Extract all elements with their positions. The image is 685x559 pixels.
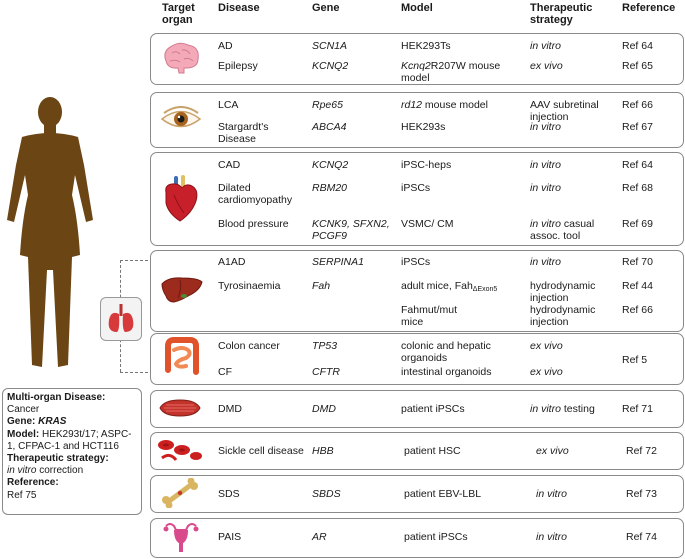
multi-organ-model-label: Model <box>7 428 36 440</box>
lung-organ-box <box>100 297 142 341</box>
strategy-pais: in vitro <box>536 531 567 543</box>
ref-cad: Ref 64 <box>622 159 653 171</box>
disease-dmd: DMD <box>218 403 242 415</box>
gene-kcnk9: KCNK9, SFXN2, PCGF9 <box>312 218 390 242</box>
model-text: R207W mouse model <box>401 60 501 84</box>
strategy-sickle-cell: ex vivo <box>536 445 569 457</box>
header-model: Model <box>401 2 433 14</box>
disease-cad: CAD <box>218 159 241 171</box>
disease-colon-cancer: Colon cancer <box>218 340 280 352</box>
model-italic: Kcnq2 <box>401 60 431 72</box>
gene-rpe65: Rpe65 <box>312 99 343 111</box>
model-patient-ipscs-pais: patient iPSCs <box>404 531 468 543</box>
model-patient-ebv-lbl: patient EBV-LBL <box>404 488 482 500</box>
model-subscript: ΔExon5 <box>472 286 498 293</box>
disease-pais: PAIS <box>218 531 242 543</box>
bone-icon <box>160 478 200 508</box>
model-text: mouse model <box>422 99 488 111</box>
disease-sickle-cell: Sickle cell disease <box>218 445 304 457</box>
ref-sds: Ref 73 <box>626 488 657 500</box>
gene-dmd: DMD <box>312 403 336 415</box>
disease-ad: AD <box>218 40 233 52</box>
header-disease: Disease <box>218 2 260 14</box>
strategy-cad: in vitro <box>530 159 561 171</box>
model-ipscs: iPSCs <box>401 182 431 194</box>
intestine-icon <box>162 336 202 378</box>
strategy-colon-cancer: ex vivo <box>530 340 563 352</box>
strategy-dcm: in vitro <box>530 182 561 194</box>
multi-organ-model: HEK293t/17; ASPC-1, CFPAC-1 and HCT116 <box>7 428 132 452</box>
multi-organ-disease-label: Multi-organ Disease <box>7 392 103 403</box>
muscle-icon <box>158 397 202 419</box>
model-text: adult mice, Fah <box>401 280 473 292</box>
header-gene: Gene <box>312 2 340 14</box>
header-therapeutic-strategy: Therapeutic strategy <box>530 2 593 26</box>
ref-fahmut: Ref 66 <box>622 304 653 316</box>
model-vsmc-cm: VSMC/ CM <box>401 218 454 230</box>
strategy-epilepsy: ex vivo <box>530 60 563 72</box>
multi-organ-strategy-suffix: correction <box>36 465 84 477</box>
model-hek293s: HEK293s <box>401 121 446 133</box>
strategy-lca: AAV subretinal injection <box>530 99 599 123</box>
ref-epilepsy: Ref 65 <box>622 60 653 72</box>
strategy-fahmut: hydrodynamic injection <box>530 304 596 328</box>
ref-tyrosinaemia: Ref 44 <box>622 280 653 292</box>
model-hek293ts: HEK293Ts <box>401 40 451 52</box>
brain-icon <box>160 41 202 75</box>
model-colonic-organoids: colonic and hepatic organoids <box>401 340 491 364</box>
gene-ar: AR <box>312 531 327 543</box>
gene-abca4: ABCA4 <box>312 121 347 133</box>
strategy-stargardt: in vitro <box>530 121 561 133</box>
model-ipscs-liver: iPSCs <box>401 256 431 268</box>
gene-serpina1: SERPINA1 <box>312 256 364 268</box>
model-patient-hsc: patient HSC <box>404 445 461 457</box>
strategy-italic: in vitro <box>530 218 561 230</box>
ref-ad: Ref 64 <box>622 40 653 52</box>
multi-organ-reference-label: Reference: <box>7 477 59 489</box>
disease-sds: SDS <box>218 488 240 500</box>
ref-blood-pressure: Ref 69 <box>622 218 653 230</box>
ref-sickle-cell: Ref 72 <box>626 445 657 457</box>
gene-tp53: TP53 <box>312 340 338 352</box>
multi-organ-strategy: in vitro <box>7 465 37 477</box>
gene-sbds: SBDS <box>312 488 341 500</box>
gene-kcnq2: KCNQ2 <box>312 60 349 72</box>
model-rd12 <box>401 99 488 111</box>
header-reference: Reference <box>622 2 676 14</box>
disease-lca: LCA <box>218 99 239 111</box>
multi-organ-gene: KRAS <box>38 416 67 428</box>
ref-dmd: Ref 71 <box>622 403 653 415</box>
multi-organ-box: Multi-organ Disease: Cancer Gene: KRAS Model: HEK293t/17; ASPC-1, CFPAC-1 and HCT116 Therapeutic strategy: in vitro correction Reference: Ref 75 <box>2 388 142 515</box>
strategy-ad: in vitro <box>530 40 561 52</box>
gene-hbb: HBB <box>312 445 334 457</box>
ref-lca: Ref 66 <box>622 99 653 111</box>
multi-organ-strategy-label: Therapeutic strategy <box>7 453 106 465</box>
multi-organ-disease: Cancer <box>7 404 40 416</box>
strategy-text: casual assoc. tool <box>530 218 595 242</box>
disease-tyrosinaemia: Tyrosinaemia <box>218 280 281 292</box>
strategy-cf: ex vivo <box>530 366 563 378</box>
strategy-text: testing <box>560 403 595 415</box>
strategy-blood-pressure <box>530 218 618 242</box>
model-patient-ipscs: patient iPSCs <box>401 403 465 415</box>
disease-cf: CF <box>218 366 232 378</box>
strategy-tyrosinaemia: hydrodynamic injection <box>530 280 596 304</box>
model-kcnq2-mouse <box>401 60 521 84</box>
liver-icon <box>160 276 204 304</box>
connector-line <box>120 260 153 261</box>
gene-scn1a: SCN1A <box>312 40 348 52</box>
gene-cftr: CFTR <box>312 366 340 378</box>
strategy-italic: in vitro <box>530 403 561 415</box>
ref-a1ad: Ref 70 <box>622 256 653 268</box>
disease-a1ad: A1AD <box>218 256 246 268</box>
model-adult-mice <box>401 280 497 296</box>
ref-pais: Ref 74 <box>626 531 657 543</box>
disease-dilated-cardiomyopathy: Dilated cardiomyopathy <box>218 182 293 206</box>
model-fahmut: Fahmut/mut mice <box>401 304 458 328</box>
multi-organ-gene-label: Gene: <box>7 416 36 428</box>
eye-icon <box>160 106 202 132</box>
gene-rbm20: RBM20 <box>312 182 348 194</box>
model-ipsc-heps: iPSC-heps <box>401 159 452 171</box>
disease-blood-pressure: Blood pressure <box>218 218 289 230</box>
ref-intestine: Ref 5 <box>622 354 648 366</box>
strategy-a1ad: in vitro <box>530 256 561 268</box>
blood-cells-icon <box>156 436 204 464</box>
gene-fah: Fah <box>312 280 331 292</box>
heart-icon <box>160 175 200 223</box>
model-intestinal-organoids: intestinal organoids <box>401 366 492 378</box>
lung-icon <box>101 298 141 340</box>
disease-epilepsy: Epilepsy <box>218 60 258 72</box>
model-italic: rd12 <box>401 99 423 111</box>
connector-line <box>120 372 153 373</box>
disease-stargardt: Stargardt's Disease <box>218 121 269 145</box>
ref-dcm: Ref 68 <box>622 182 653 194</box>
gene-kcnq2-heart: KCNQ2 <box>312 159 349 171</box>
header-target-organ: Target organ <box>162 2 195 26</box>
human-body-icon <box>0 95 100 375</box>
strategy-sds: in vitro <box>536 488 567 500</box>
uterus-icon <box>162 520 200 554</box>
strategy-dmd <box>530 403 595 415</box>
multi-organ-reference: Ref 75 <box>7 489 37 501</box>
ref-stargardt: Ref 67 <box>622 121 653 133</box>
